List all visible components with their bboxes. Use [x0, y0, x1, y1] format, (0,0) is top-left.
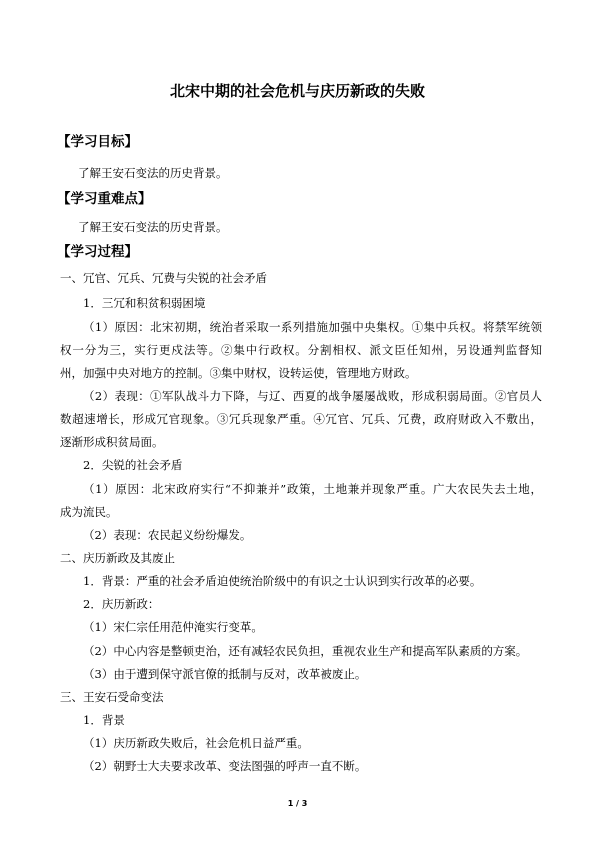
section-heading-goal: 【学习目标】 [57, 134, 138, 150]
goal-text: 了解王安石变法的历史背景。 [78, 166, 228, 180]
part3-heading: 三、王安石受命变法 [60, 690, 164, 704]
part2-sub2-item: （3）由于遭到保守派官僚的抵制与反对，改革被废止。 [83, 667, 367, 681]
part2-background: 1．背景：严重的社会矛盾迫使统治阶级中的有识之士认识到实行改革的必要。 [83, 574, 482, 588]
part2-sub2-item: （2）中心内容是整顿吏治，还有减轻农民负担，重视农业生产和提高军队素质的方案。 [83, 644, 528, 658]
page-number: 1 / 3 [287, 799, 308, 808]
part1-sub1-cause-line: （1）原因：北宋初期，统治者采取一系列措施加强中央集权。①集中兵权。将禁军统领 [83, 320, 542, 334]
keypoints-text: 了解王安石变法的历史背景。 [78, 220, 228, 234]
part1-sub2-cause-line: （1）原因：北宋政府实行“不抑兼并”政策，土地兼并现象严重。广大农民失去土地， [83, 482, 542, 496]
part2-sub2-heading: 2．庆历新政： [83, 597, 160, 611]
part2-sub2-item: （1）宋仁宗任用范仲淹实行变革。 [83, 620, 263, 634]
part1-sub2-effect: （2）表现：农民起义纷纷爆发。 [83, 528, 252, 542]
part2-heading: 二、庆历新政及其废止 [60, 551, 175, 565]
part1-sub1-heading: 1．三冗和积贫积弱困境 [83, 296, 206, 310]
section-heading-process: 【学习过程】 [57, 244, 138, 260]
part1-sub1-cause-line: 权一分为三，实行更戍法等。②集中行政权。分割相权、派文臣任知州，另设通判监督知 [60, 343, 542, 357]
part1-sub1-cause-line: 州，加强中央对地方的控制。③集中财权，设转运使，管理地方财政。 [60, 366, 417, 380]
part1-sub2-heading: 2．尖锐的社会矛盾 [83, 458, 183, 472]
part1-sub1-effect-line: （2）表现：①军队战斗力下降，与辽、西夏的战争屡屡战败，形成积弱局面。②官员人 [83, 389, 542, 403]
part3-sub1-item: （1）庆历新政失败后，社会危机日益严重。 [83, 736, 309, 750]
part1-heading: 一、冗官、冗兵、冗费与尖锐的社会矛盾 [60, 271, 267, 285]
part1-sub1-effect-line: 逐渐形成积贫局面。 [60, 435, 164, 449]
part3-sub1-item: （2）朝野士大夫要求改革、变法图强的呼声一直不断。 [83, 759, 367, 773]
part3-sub1-heading: 1．背景 [83, 713, 125, 727]
section-heading-keypoints: 【学习重难点】 [57, 191, 152, 207]
part1-sub1-effect-line: 数超速增长，形成冗官现象。③冗兵现象严重。④冗官、冗兵、冗费，政府财政入不敷出， [60, 412, 542, 426]
page-title: 北宋中期的社会危机与庆历新政的失败 [169, 82, 425, 100]
part1-sub2-cause-line: 成为流民。 [60, 505, 118, 519]
